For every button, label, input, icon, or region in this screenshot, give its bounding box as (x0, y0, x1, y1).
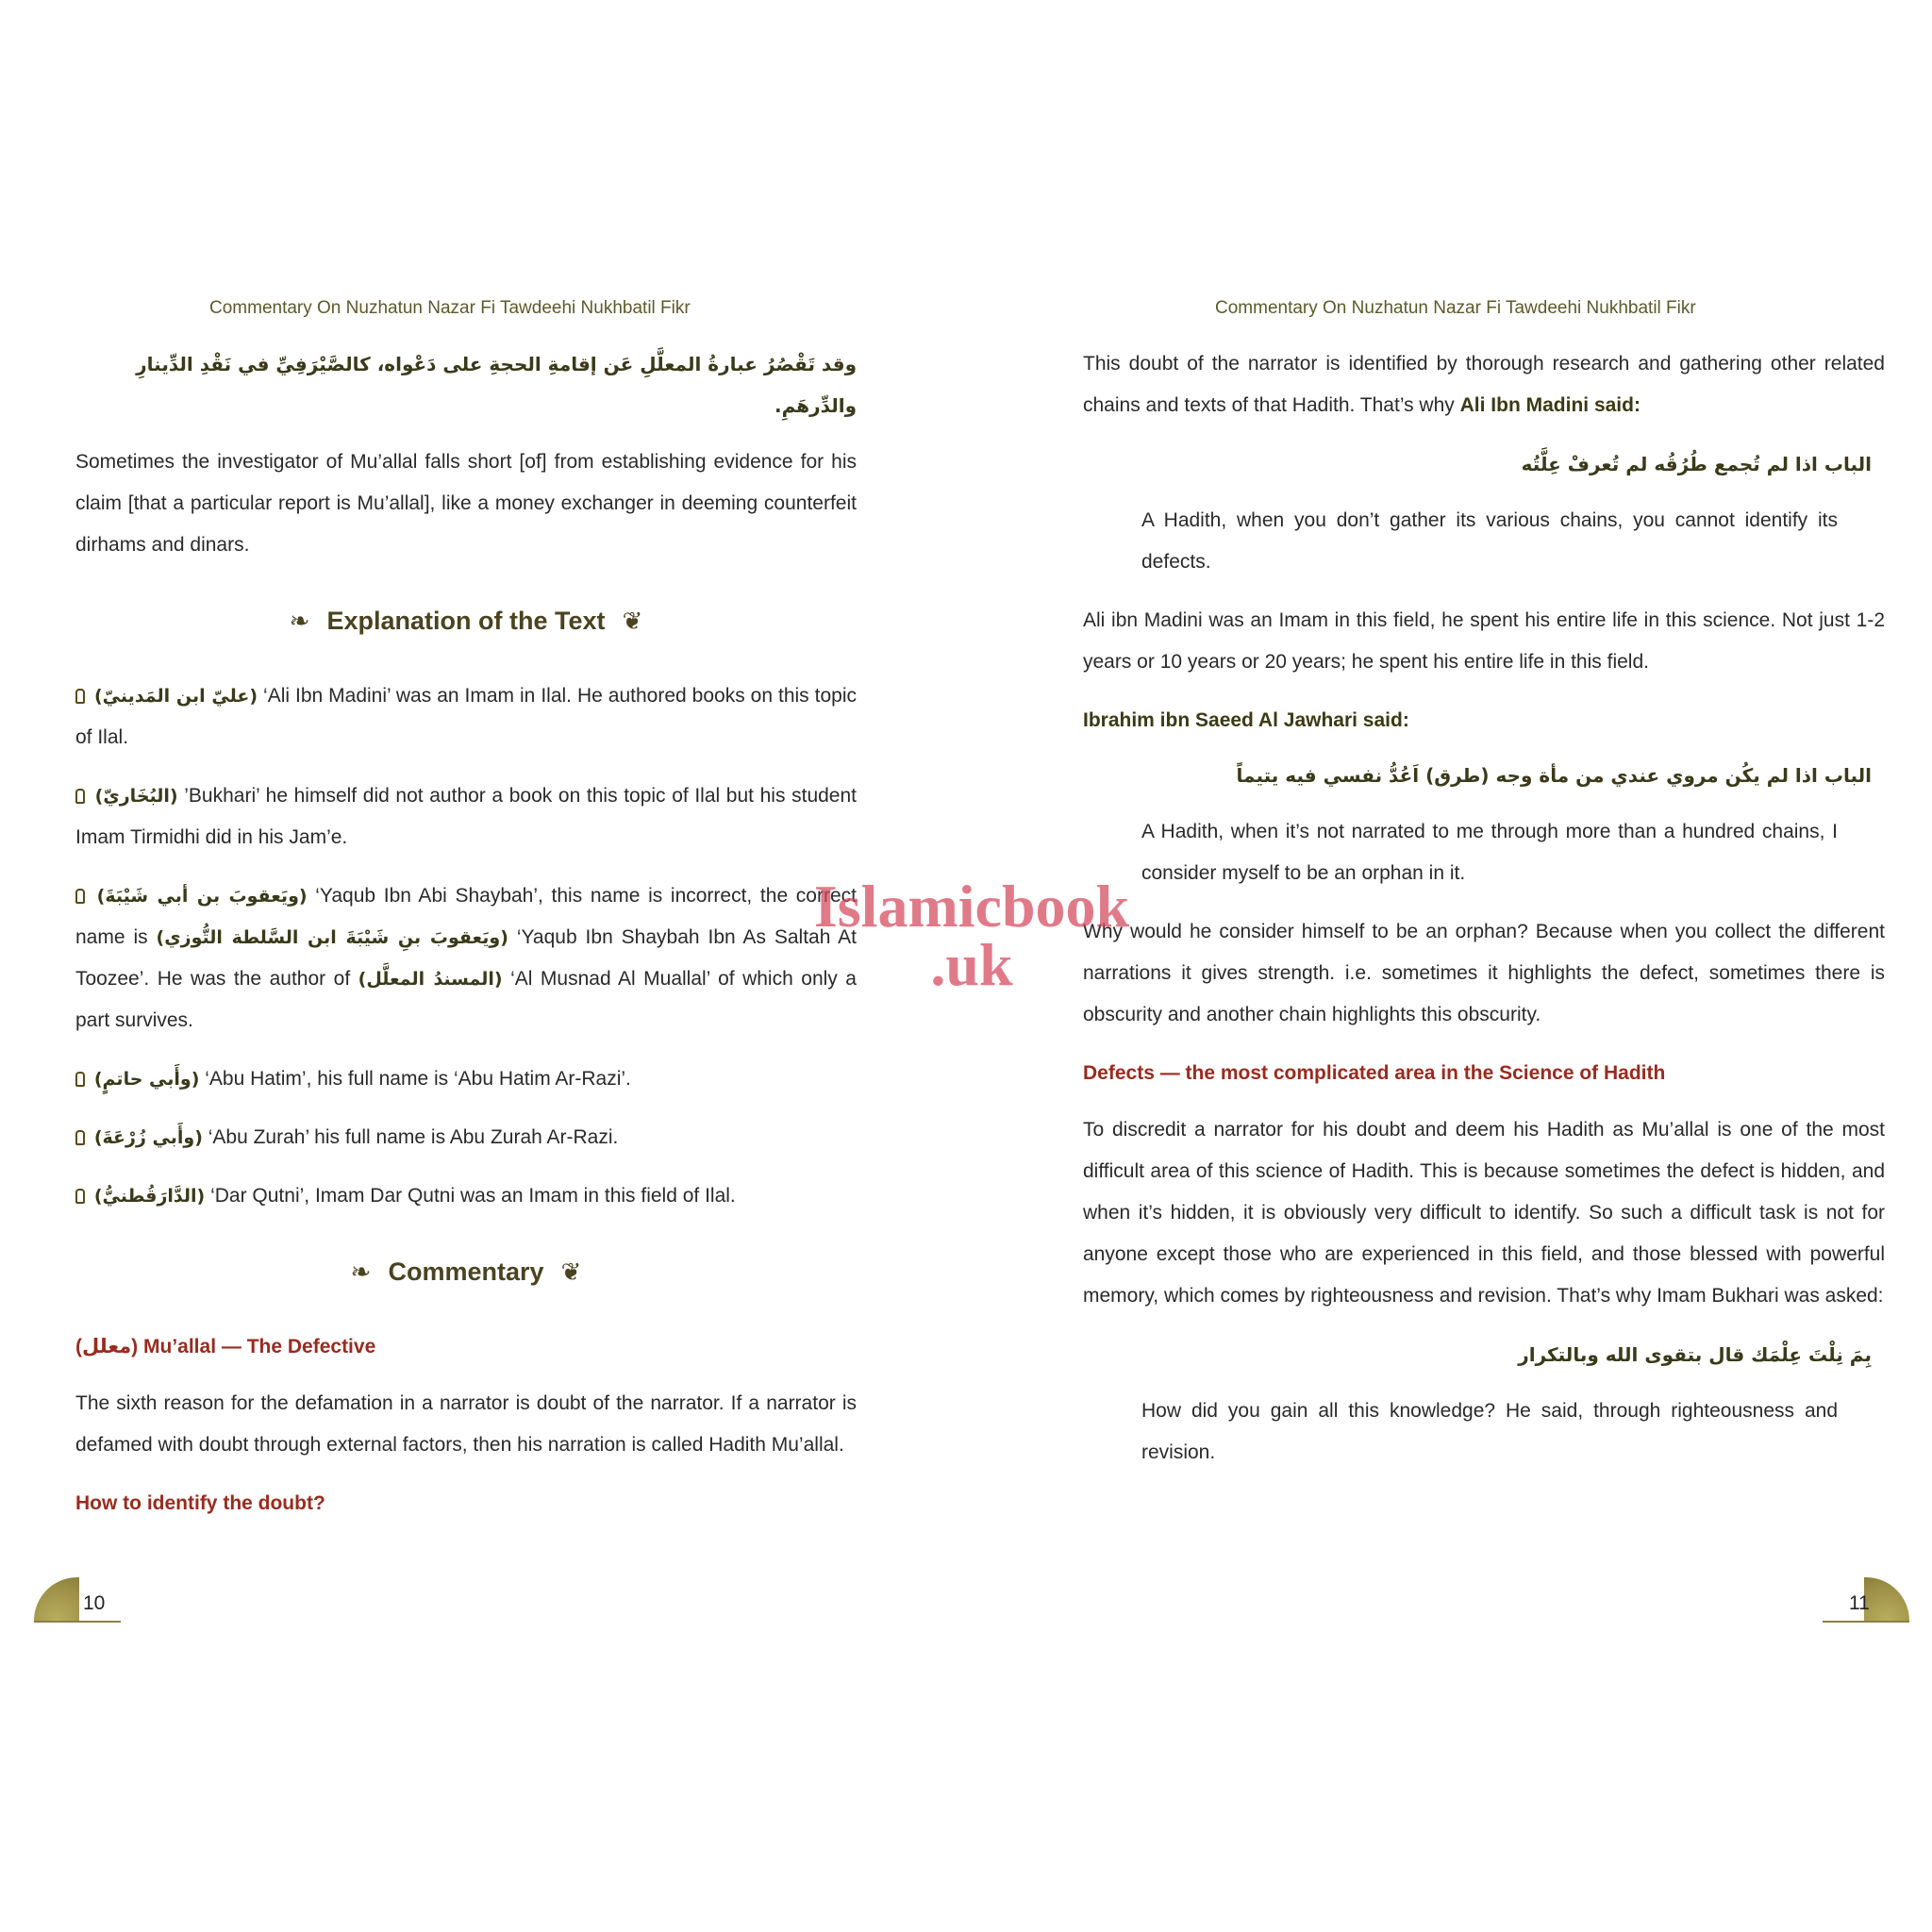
muallal-heading-text: Mu’allal — The Defective (143, 1336, 376, 1357)
entry-text-musnad: ‘Al Musnad Al Muallal’ of which only a part survives. (75, 968, 857, 1031)
muallal-heading-arabic: (معلل) (75, 1336, 139, 1357)
ornament-right-icon: ❦ (560, 1257, 582, 1286)
translation-quote-2: A Hadith, when it’s not narrated to me through more than a hundred chains, I consider myself to be an orphan in it. (1141, 821, 1838, 884)
page-tab-ornament (1864, 1577, 1909, 1621)
arabic-quote-ibrahim: الباب اذا لم يكُن مروي عندي من مأة وجه (طرق) اَعُدُّ نفسي فيه يتيماً (1236, 764, 1872, 787)
entry-arabic: (وأَبي زُرْعَةَ) (93, 1127, 203, 1148)
ornament-right-icon: ❦ (622, 607, 643, 635)
rahimahullah-icon (75, 889, 85, 904)
running-header-left: Commentary On Nuzhatun Nazar Fi Tawdeehi Nukhbatil Fikr (209, 298, 691, 318)
page-number: 11 (1849, 1592, 1870, 1614)
ibrahim-heading: Ibrahim ibn Saeed Al Jawhari said: (1083, 709, 1409, 731)
paragraph-orphan: Why would he consider himself to be an orphan? Because when you collect the different narrations it gives strength. i.e. sometimes it highlights the defect, sometimes there is obscurity and another chain highlights this obscurity. (1083, 921, 1885, 1025)
rahimahullah-icon (75, 1189, 85, 1204)
rahimahullah-icon (75, 1130, 85, 1145)
entry-text: ‘Yaqub Ibn Abi Shaybah’, this name is incorrect, the correct name is (75, 885, 857, 948)
entry-text: ‘Abu Hatim’, his full name is ‘Abu Hatim Ar-Razi’. (205, 1068, 631, 1090)
entry-yaqub (75, 875, 857, 1041)
entry-arabic-musnad: (المسندُ المعلَّل) (358, 969, 503, 990)
entry-arabic: (البُخَاريّ) (94, 786, 178, 807)
translation-quote-1: A Hadith, when you don’t gather its various chains, you cannot identify its defects. (1141, 509, 1838, 573)
paragraph-text: This doubt of the narrator is identified by thorough research and gathering other related chains and texts of that Hadith. That’s why (1083, 353, 1885, 416)
page-tab-ornament (34, 1577, 79, 1621)
entry-arabic: (عليّ ابن المَدينيّ) (93, 686, 258, 707)
ornament-left-icon: ❧ (350, 1257, 372, 1286)
arabic-quote-bukhari: بِمَ نِلْتَ عِلْمَك قال بتقوى الله وبالتكرار (1518, 1343, 1872, 1366)
rahimahullah-icon (75, 1072, 85, 1087)
entry-ali-ibn-madini (75, 675, 857, 758)
arabic-quote-ali-ibn-madini: الباب اذا لم تُجمع طُرُقُه لم تُعرفْ عِلَّتُه (1521, 453, 1872, 475)
explanation-heading (75, 600, 857, 641)
ornament-left-icon: ❧ (289, 607, 310, 635)
paragraph-defects: To discredit a narrator for his doubt and deem his Hadith as Mu’allal is one of the most difficult area of this science of Hadith. This is because sometimes the defect is hidden, and when it’s hidden, it is obviously very difficult to identify. So such a difficult task is not for anyone except those who are experienced in this field, and those blessed with powerful memory, which comes by righteousness and revision. That’s why Imam Bukhari was asked: (1083, 1119, 1885, 1307)
paragraph-gathering-chains (1083, 343, 1885, 426)
page-number-right (1823, 1577, 1909, 1623)
muallal-paragraph: The sixth reason for the defamation in a narrator is doubt of the narrator. If a narrator is defamed with doubt through external factors, then his narration is called Hadith Mu’allal. (75, 1392, 857, 1456)
entry-text: ’Bukhari’ he himself did not author a book on this topic of Ilal but his student Imam Tirmidhi did in his Jam’e. (75, 785, 857, 848)
entry-text: ‘Ali Ibn Madini’ was an Imam in Ilal. He authored books on this topic of Ilal. (75, 685, 858, 748)
entry-arabic-correct-name: (ويَعقوبَ بنِ شَيْبَةَ ابن السَّلطة التُّوزي) (156, 927, 508, 948)
watermark-line-2: .uk (930, 931, 1013, 998)
entry-arabic: (الدَّارَقُطنيُّ) (93, 1186, 206, 1207)
commentary-heading-text: Commentary (388, 1257, 544, 1286)
entry-arabic: (ويَعقوبَ بن أبي شَيْبَةَ) (96, 886, 308, 907)
paragraph-ali-ibn-madini: Ali ibn Madini was an Imam in this field, he spent his entire life in this science. Not just 1-2 years or 10 years or 20 years; he spent his entire life in this field. (1083, 609, 1885, 673)
page-number: 10 (83, 1592, 106, 1614)
defects-heading: Defects — the most complicated area in the Science of Hadith (1083, 1062, 1666, 1084)
entry-abu-zurah (75, 1117, 857, 1158)
translation-quote-3: How did you gain all this knowledge? He said, through righteousness and revision. (1141, 1400, 1838, 1463)
entry-text: ‘Abu Zurah’ his full name is Abu Zurah Ar-Razi. (208, 1126, 619, 1148)
rahimahullah-icon (75, 789, 85, 804)
entry-arabic: (وأَبي حاتمٍ) (93, 1069, 200, 1090)
watermark-line-1: Islamicbook (813, 873, 1130, 940)
arabic-matn: وقد تَقْصُرُ عبارةُ المعلَّلِ عَن إقامةِ الحجةِ على دَعْواه، كالصَّيْرَفِيِّ في نَقْدِ الدِّينارِ والدِّرهَمِ. (136, 353, 857, 417)
intro-paragraph: Sometimes the investigator of Mu’allal falls short [of] from establishing evidence for his claim [that a particular report is Mu’allal], like a money exchanger in deeming counterfeit dirhams and dinars. (75, 451, 857, 556)
running-header-right: Commentary On Nuzhatun Nazar Fi Tawdeehi Nukhbatil Fikr (1215, 298, 1696, 318)
rahimahullah-icon (75, 689, 85, 704)
explanation-heading-text: Explanation of the Text (326, 607, 606, 635)
entry-bukhari (75, 775, 857, 858)
entry-abu-hatim (75, 1058, 857, 1100)
entry-text-correct-name: ‘Yaqub Ibn Shaybah Ibn As Saltah At Toozee’. He was the author of (75, 926, 858, 990)
ali-ibn-madini-said: Ali Ibn Madini said: (1459, 394, 1641, 416)
right-page-content (1083, 343, 1885, 1491)
page-number-left (34, 1577, 121, 1623)
left-page-content (75, 343, 857, 1540)
right-page (966, 0, 1932, 1932)
commentary-heading (75, 1251, 857, 1292)
identify-doubt-heading: How to identify the doubt? (75, 1492, 325, 1514)
muallal-heading (75, 1326, 857, 1368)
entry-dar-qutni (75, 1175, 857, 1217)
entry-text: ‘Dar Qutni’, Imam Dar Qutni was an Imam in this field of Ilal. (210, 1185, 736, 1207)
